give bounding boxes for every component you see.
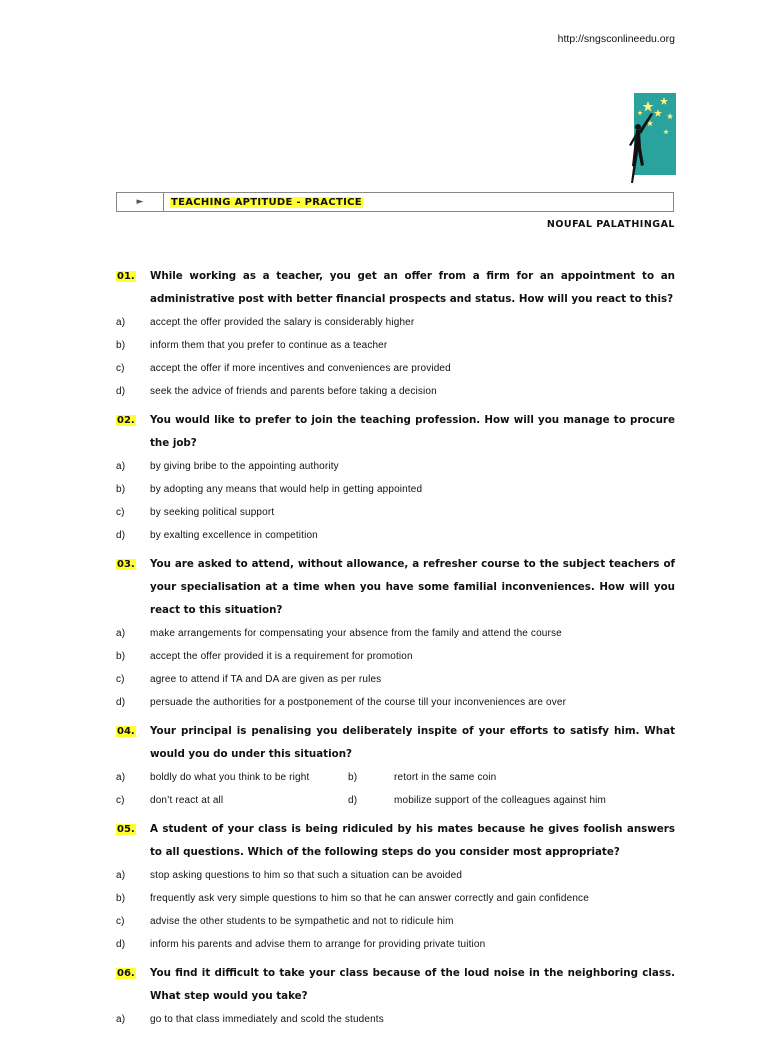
question-text: While working as a teacher, you get an offer from a firm for an appointment to an administrative post with better financial prospects and status. How will you react to this? <box>150 270 675 305</box>
question-number: 03. <box>117 559 135 570</box>
option-text: go to that class immediately and scold the students <box>150 1014 384 1025</box>
option-letter: a) <box>116 1014 126 1025</box>
option-letter: d) <box>116 697 126 708</box>
option-letter: a) <box>116 870 126 881</box>
option-letter: c) <box>116 916 125 927</box>
option-text: boldly do what you think to be right <box>150 772 310 783</box>
option-text: make arrangements for compensating your absence from the family and attend the course <box>150 628 562 639</box>
option-text: seek the advice of friends and parents before taking a decision <box>150 386 437 397</box>
option-text: by seeking political support <box>150 507 275 518</box>
option-row <box>116 455 675 478</box>
option-letter: d) <box>348 795 358 806</box>
author-name: NOUFAL PALATHINGAL <box>546 219 675 230</box>
question-item <box>116 720 675 812</box>
option-text: inform them that you prefer to continue as a teacher <box>150 340 388 351</box>
question-number: 01. <box>117 271 135 282</box>
option-letter: b) <box>116 484 126 495</box>
question-text: You are asked to attend, without allowance, a refresher course to the subject teachers of your specialisation at a time when you have some familial inconveniences. How will you react to this situation? <box>150 558 675 616</box>
option-row <box>116 1008 675 1031</box>
section-title: TEACHING APTITUDE - PRACTICE <box>171 196 362 208</box>
question-text: A student of your class is being ridiculed by his mates because he gives foolish answers to all questions. Which of the following steps do you consider most appropriate? <box>150 823 675 858</box>
option-row <box>116 691 675 714</box>
option-letter: a) <box>116 461 126 472</box>
play-arrow-icon: ► <box>117 193 164 211</box>
option-text: persuade the authorities for a postponement of the course till your inconveniences are over <box>150 697 567 708</box>
question-item <box>116 409 675 547</box>
option-letter: b) <box>116 893 126 904</box>
option-letter: c) <box>116 674 125 685</box>
option-letter: b) <box>348 772 358 783</box>
option-text: by exalting excellence in competition <box>150 530 318 541</box>
option-letter: a) <box>116 317 126 328</box>
option-pair-row <box>116 766 675 789</box>
option-letter: d) <box>116 530 126 541</box>
question-text: You find it difficult to take your class because of the loud noise in the neighboring class. What step would you take? <box>150 967 675 1002</box>
question-number: 05. <box>117 824 135 835</box>
section-title-bar <box>116 192 674 212</box>
option-row <box>116 357 675 380</box>
option-text: accept the offer if more incentives and conveniences are provided <box>150 363 451 374</box>
option-row <box>116 501 675 524</box>
option-text: advise the other students to be sympathetic and not to ridicule him <box>150 916 454 927</box>
option-row <box>116 668 675 691</box>
option-row <box>116 622 675 645</box>
question-item <box>116 265 675 403</box>
question-number: 04. <box>117 726 135 737</box>
option-letter: d) <box>116 939 126 950</box>
option-text: by giving bribe to the appointing authority <box>150 461 339 472</box>
option-text: agree to attend if TA and DA are given as per rules <box>150 674 382 685</box>
option-letter: a) <box>116 628 126 639</box>
option-row <box>116 380 675 403</box>
option-letter: b) <box>116 651 126 662</box>
option-text: frequently ask very simple questions to him so that he can answer correctly and gain confidence <box>150 893 589 904</box>
option-text: accept the offer provided the salary is considerably higher <box>150 317 415 328</box>
option-letter: c) <box>116 507 125 518</box>
option-text: retort in the same coin <box>394 772 497 783</box>
question-item <box>116 553 675 714</box>
option-row <box>116 311 675 334</box>
question-text: You would like to prefer to join the teaching profession. How will you manage to procure the job? <box>150 414 675 449</box>
question-item <box>116 818 675 956</box>
option-text: stop asking questions to him so that such a situation can be avoided <box>150 870 463 881</box>
source-url: http://sngsconlineedu.org <box>557 33 675 45</box>
option-letter: b) <box>116 340 126 351</box>
option-letter: d) <box>116 386 126 397</box>
option-row <box>116 645 675 668</box>
option-row <box>116 910 675 933</box>
question-list <box>116 265 675 1037</box>
question-text: Your principal is penalising you deliberately inspite of your efforts to satisfy him. What would you do under this situation? <box>150 725 675 760</box>
option-row <box>116 864 675 887</box>
option-row <box>116 887 675 910</box>
reaching-for-stars-logo <box>620 93 676 185</box>
option-text: mobilize support of the colleagues against him <box>394 795 607 806</box>
option-letter: c) <box>116 795 125 806</box>
question-number: 06. <box>117 968 135 979</box>
option-row <box>116 933 675 956</box>
option-pair-row <box>116 789 675 812</box>
option-letter: a) <box>116 772 126 783</box>
option-text: inform his parents and advise them to arrange for providing private tuition <box>150 939 486 950</box>
option-row <box>116 478 675 501</box>
question-item <box>116 962 675 1031</box>
question-number: 02. <box>117 415 135 426</box>
option-letter: c) <box>116 363 125 374</box>
option-text: don’t react at all <box>150 795 224 806</box>
option-row <box>116 334 675 357</box>
option-row <box>116 524 675 547</box>
option-text: by adopting any means that would help in getting appointed <box>150 484 423 495</box>
option-text: accept the offer provided it is a requirement for promotion <box>150 651 413 662</box>
